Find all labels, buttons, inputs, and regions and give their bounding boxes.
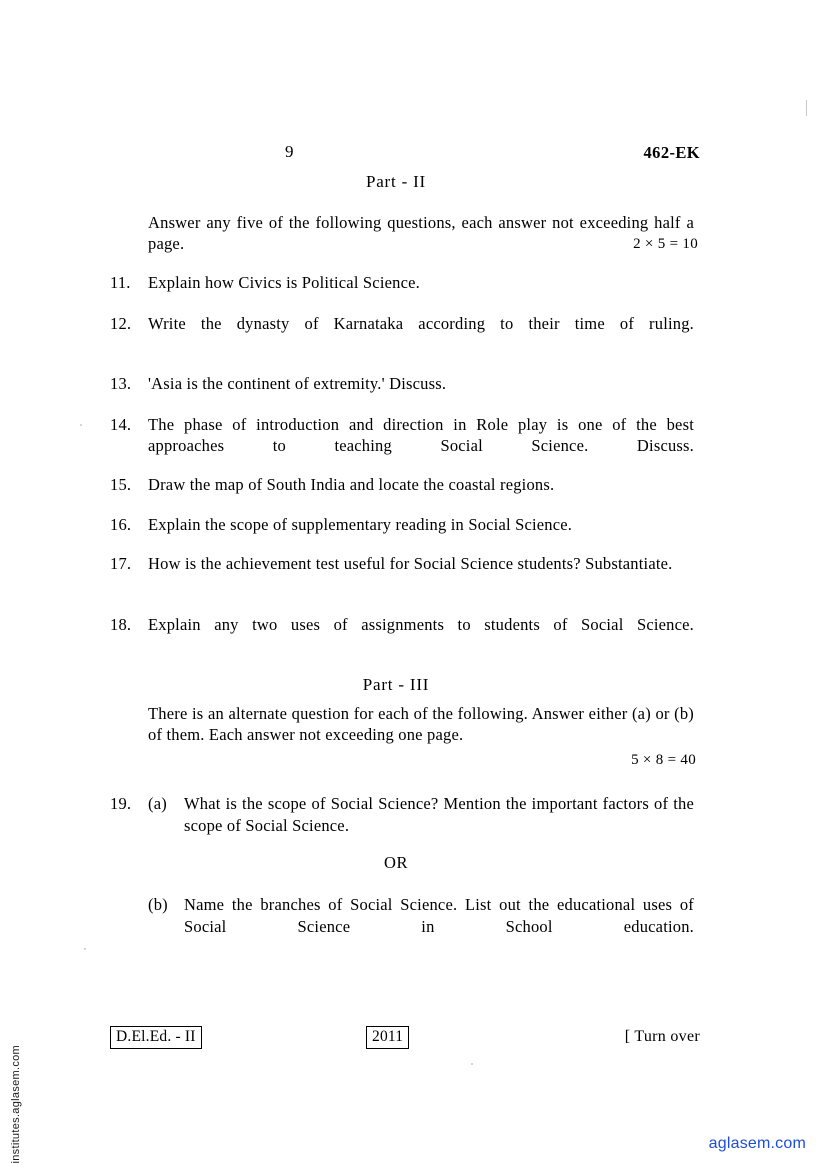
question-item bbox=[110, 614, 694, 635]
question-text: Explain any two uses of assignments to students of Social Science. bbox=[148, 615, 694, 634]
footer-course-code: D.El.Ed. - II bbox=[110, 1026, 202, 1049]
side-watermark: institutes.aglasem.com bbox=[10, 1044, 22, 1163]
part-3-marks: 5 × 8 = 40 bbox=[631, 752, 696, 768]
question-text: The phase of introduction and direction in Role play is one of the best approaches to teaching Social Science. Discuss. bbox=[148, 415, 694, 456]
paper-code: 462-EK bbox=[643, 143, 700, 162]
question-number: 19. bbox=[110, 794, 132, 813]
question-number: 15. bbox=[110, 475, 132, 494]
option-a-label: (a) bbox=[148, 794, 167, 813]
or-separator: OR bbox=[384, 853, 408, 872]
option-a-text: What is the scope of Social Science? Mention the important factors of the scope of Social Science. bbox=[184, 794, 694, 835]
scan-speck bbox=[80, 424, 82, 426]
scan-speck bbox=[806, 100, 807, 116]
question-text: How is the achievement test useful for Social Science students? Substantiate. bbox=[148, 554, 673, 573]
page-number: 9 bbox=[285, 142, 294, 161]
question-item bbox=[110, 373, 694, 394]
scan-speck bbox=[471, 1063, 473, 1065]
question-text: Write the dynasty of Karnataka according to their time of ruling. bbox=[148, 314, 694, 333]
question-text: 'Asia is the continent of extremity.' Discuss. bbox=[148, 374, 447, 393]
question-number: 13. bbox=[110, 374, 132, 393]
question-item bbox=[110, 414, 694, 457]
question-item bbox=[110, 514, 694, 535]
part-2-heading: Part - II bbox=[365, 172, 427, 191]
question-number: 14. bbox=[110, 415, 132, 434]
question-number: 18. bbox=[110, 615, 132, 634]
footer-turn-over: [ Turn over bbox=[624, 1028, 700, 1045]
question-number: 16. bbox=[110, 515, 132, 534]
part-3-heading: Part - III bbox=[362, 675, 430, 694]
question-19-option-b bbox=[110, 894, 694, 938]
part-2-instruction: Answer any five of the following questions, each answer not exceeding half a page. bbox=[148, 213, 694, 254]
question-text: Explain how Civics is Political Science. bbox=[148, 273, 420, 292]
question-19-option-a bbox=[110, 793, 694, 837]
option-b-text: Name the branches of Social Science. List out the educational uses of Social Science in School education. bbox=[184, 895, 694, 936]
question-item bbox=[110, 474, 694, 495]
question-number: 11. bbox=[110, 273, 131, 292]
part-2-marks: 2 × 5 = 10 bbox=[633, 236, 698, 252]
scan-speck bbox=[84, 948, 86, 950]
question-number-placeholder bbox=[110, 894, 148, 938]
corner-watermark: aglasem.com bbox=[708, 1135, 806, 1152]
option-b-label: (b) bbox=[148, 895, 168, 914]
footer-year: 2011 bbox=[366, 1026, 409, 1049]
question-text: Explain the scope of supplementary reading in Social Science. bbox=[148, 515, 573, 534]
question-number: 12. bbox=[110, 314, 132, 333]
question-number: 17. bbox=[110, 554, 132, 573]
question-item bbox=[110, 272, 694, 293]
question-text: Draw the map of South India and locate the coastal regions. bbox=[148, 475, 555, 494]
question-item bbox=[110, 313, 694, 334]
part-3-instruction: There is an alternate question for each of the following. Answer either (a) or (b) of them. Each answer not exceeding one page. bbox=[148, 704, 694, 745]
question-item bbox=[110, 553, 694, 574]
